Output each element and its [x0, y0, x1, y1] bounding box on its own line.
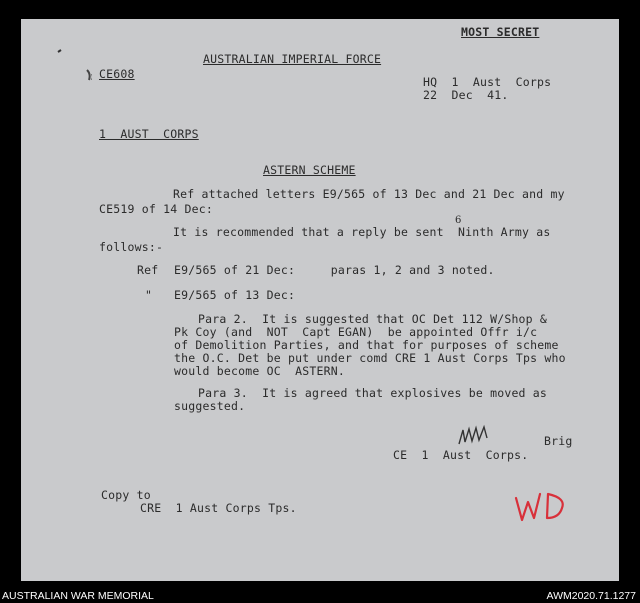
- body-para2-line2: follows:-: [99, 240, 164, 254]
- reference-number: CE608: [99, 67, 135, 81]
- para2-line2: Pk Coy (and NOT Capt EGAN) be appointed Offr i/c: [174, 325, 538, 339]
- para2-line3: of Demolition Parties, and that for purposes of scheme: [174, 338, 559, 352]
- ref1-text: E9/565 of 21 Dec: paras 1, 2 and 3 noted.: [174, 263, 495, 277]
- subject-heading: ASTERN SCHEME: [263, 163, 356, 177]
- footer-left-credit: AUSTRALIAN WAR MEMORIAL: [2, 590, 154, 602]
- signature-rank: Brig: [544, 434, 573, 448]
- para2-line5: would become OC ASTERN.: [174, 364, 345, 378]
- handwritten-insert: 6: [455, 215, 462, 226]
- para2-line1: Para 2. It is suggested that OC Det 112 W/Shop &: [198, 312, 548, 326]
- red-handwritten-wd-mark: [512, 488, 572, 528]
- para3-line2: suggested.: [174, 399, 246, 413]
- para2-line4: the O.C. Det be put under comd CRE 1 Aust Corps Tps who: [174, 351, 566, 365]
- signature-appointment: CE 1 Aust Corps.: [393, 448, 529, 462]
- body-para1-line2: CE519 of 14 Dec:: [99, 202, 213, 216]
- footer-right-accession: AWM2020.71.1277: [546, 590, 636, 602]
- copy-to-recipient: CRE 1 Aust Corps Tps.: [140, 501, 297, 515]
- para3-line1: Para 3. It is agreed that explosives be moved as: [198, 386, 548, 400]
- ref2-label: ": [145, 288, 153, 302]
- from-line-2: 22 Dec 41.: [423, 88, 509, 102]
- classification-header: MOST SECRET: [461, 25, 540, 39]
- ref1-label: Ref: [137, 263, 159, 277]
- addressee: 1 AUST CORPS: [99, 127, 199, 141]
- org-heading: AUSTRALIAN IMPERIAL FORCE: [203, 52, 382, 66]
- handwritten-initials: [455, 424, 495, 448]
- pencil-mark: [52, 44, 92, 84]
- copy-to-label: Copy to: [101, 488, 151, 502]
- body-para2-line1: It is recommended that a reply be sent Ninth Army as: [173, 225, 551, 239]
- from-line-1: HQ 1 Aust Corps: [423, 75, 552, 89]
- body-para1-line1: Ref attached letters E9/565 of 13 Dec and 21 Dec and my: [173, 187, 565, 201]
- ref2-text: E9/565 of 13 Dec:: [174, 288, 296, 302]
